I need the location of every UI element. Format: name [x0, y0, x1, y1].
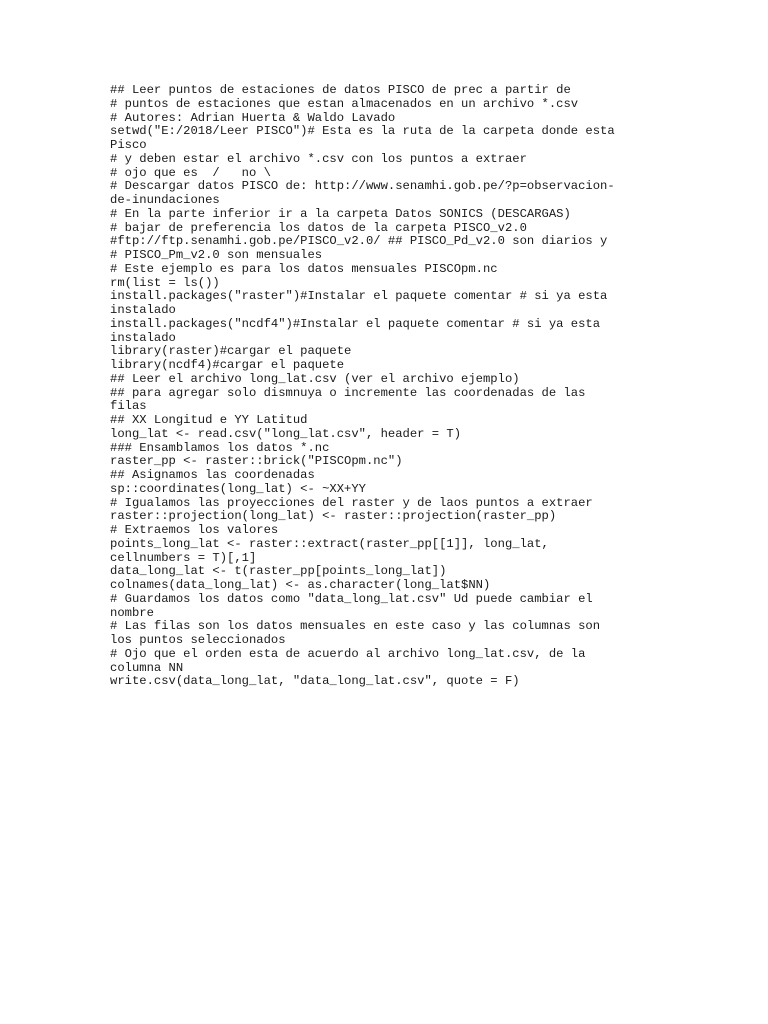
- code-line: ## Asignamos las coordenadas: [110, 468, 315, 482]
- code-line: # En la parte inferior ir a la carpeta Datos SONICS (DESCARGAS): [110, 206, 571, 221]
- code-line: # Guardamos los datos como "data_long_lat.csv" Ud puede cambiar el: [110, 591, 593, 606]
- code-line: raster::projection(long_lat) <- raster::projection(raster_pp): [110, 509, 557, 524]
- code-line: # Extraemos los valores: [110, 523, 279, 537]
- code-line: colnames(data_long_lat) <- as.character(long_lat$NN): [110, 578, 491, 592]
- code-line: rm(list = ls()): [110, 275, 220, 290]
- code-line: long_lat <- read.csv("long_lat.csv", header = T): [110, 426, 462, 441]
- code-line: ## Leer puntos de estaciones de datos PISCO de prec a partir de: [110, 83, 571, 97]
- code-line: # Igualamos las proyecciones del raster y de laos puntos a extraer: [110, 495, 593, 510]
- code-line: los puntos seleccionados: [110, 633, 286, 647]
- code-line: cellnumbers = T)[,1]: [110, 550, 257, 565]
- code-line: nombre: [110, 605, 154, 620]
- code-line: #ftp://ftp.senamhi.gob.pe/PISCO_v2.0/ ## PISCO_Pd_v2.0 son diarios y: [110, 234, 608, 249]
- code-line: write.csv(data_long_lat, "data_long_lat.csv", quote = F): [110, 674, 520, 689]
- code-line: sp::coordinates(long_lat) <- ~XX+YY: [110, 481, 366, 496]
- code-line: # Ojo que el orden esta de acuerdo al archivo long_lat.csv, de la: [110, 646, 586, 661]
- code-line: # Las filas son los datos mensuales en este caso y las columnas son: [110, 619, 601, 634]
- code-line: filas: [110, 399, 147, 414]
- code-line: library(raster)#cargar el paquete: [110, 344, 352, 359]
- code-line: # bajar de preferencia los datos de la carpeta PISCO_v2.0: [110, 220, 527, 235]
- code-line: de-inundaciones: [110, 193, 220, 207]
- code-line: Pisco: [110, 138, 147, 152]
- code-line: # Descargar datos PISCO de: http://www.senamhi.gob.pe/?p=observacion-: [110, 179, 615, 194]
- code-line: install.packages("ncdf4")#Instalar el paquete comentar # si ya esta: [110, 316, 601, 331]
- code-line: # PISCO_Pm_v2.0 son mensuales: [110, 248, 323, 262]
- code-line: ## XX Longitud e YY Latitud: [110, 413, 308, 427]
- code-line: # Este ejemplo es para los datos mensuales PISCOpm.nc: [110, 261, 498, 276]
- code-line: ## Leer el archivo long_lat.csv (ver el archivo ejemplo): [110, 371, 520, 386]
- code-line: install.packages("raster")#Instalar el paquete comentar # si ya esta: [110, 289, 608, 304]
- code-line: ### Ensamblamos los datos *.nc: [110, 440, 330, 455]
- code-line: ## para agregar solo dismnuya o incremente las coordenadas de las: [110, 385, 586, 400]
- code-line: instalado: [110, 303, 176, 317]
- code-line: # puntos de estaciones que estan almacenados en un archivo *.csv: [110, 96, 579, 111]
- code-line: # ojo que es / no \: [110, 165, 271, 180]
- code-text-block: [110, 84, 650, 689]
- code-line: points_long_lat <- raster::extract(raster_pp[[1]], long_lat,: [110, 536, 549, 551]
- code-line: # y deben estar el archivo *.csv con los puntos a extraer: [110, 151, 527, 166]
- code-line: # Autores: Adrian Huerta & Waldo Lavado: [110, 110, 396, 125]
- code-line: data_long_lat <- t(raster_pp[points_long_lat]): [110, 564, 447, 579]
- code-line: setwd("E:/2018/Leer PISCO")# Esta es la ruta de la carpeta donde esta: [110, 124, 615, 139]
- code-line: library(ncdf4)#cargar el paquete: [110, 358, 345, 372]
- code-line: columna NN: [110, 660, 184, 675]
- code-line: raster_pp <- raster::brick("PISCOpm.nc"): [110, 454, 403, 469]
- code-line: instalado: [110, 330, 176, 345]
